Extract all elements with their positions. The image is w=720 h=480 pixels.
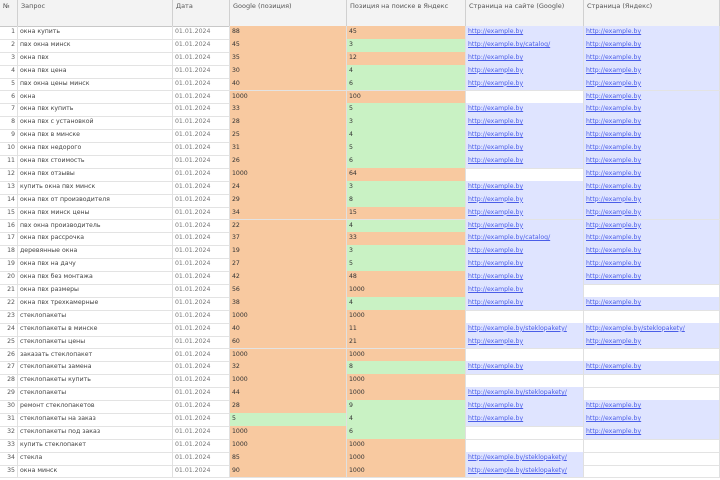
yandex-position-cell[interactable]: 8 <box>347 194 466 207</box>
row-number[interactable]: 35 <box>0 465 18 478</box>
google-position-cell[interactable]: 56 <box>230 284 347 297</box>
yandex-url-link[interactable]: http://example.by <box>584 194 720 207</box>
google-url-link[interactable]: http://example.by <box>466 284 584 297</box>
header-url-google[interactable]: Страница на сайте (Google) <box>466 0 584 26</box>
table-row[interactable] <box>0 439 720 453</box>
yandex-url-link <box>584 349 720 362</box>
query-cell[interactable]: окна минск <box>18 465 173 478</box>
query-cell[interactable]: окна <box>18 91 173 104</box>
google-url-link[interactable]: http://example.by <box>466 116 584 129</box>
google-url-link[interactable]: http://example.by/steklopakety/ <box>466 387 584 400</box>
table-row[interactable] <box>0 271 720 285</box>
row-number[interactable]: 16 <box>0 220 18 233</box>
table-row[interactable] <box>0 426 720 440</box>
header-row <box>0 0 720 27</box>
google-position-cell[interactable]: 31 <box>230 142 347 155</box>
row-number[interactable]: 7 <box>0 103 18 116</box>
row-number[interactable]: 4 <box>0 65 18 78</box>
yandex-url-link <box>584 284 720 297</box>
query-cell[interactable]: окна пвх в минске <box>18 129 173 142</box>
google-url-link[interactable]: http://example.by <box>466 181 584 194</box>
row-number[interactable]: 31 <box>0 413 18 426</box>
table-row[interactable] <box>0 310 720 324</box>
date-cell[interactable]: 01.01.2024 <box>173 39 230 52</box>
google-url-link[interactable]: http://example.by <box>466 26 584 39</box>
date-cell[interactable]: 01.01.2024 <box>173 439 230 452</box>
date-cell[interactable]: 01.01.2024 <box>173 310 230 323</box>
google-position-cell[interactable]: 38 <box>230 297 347 310</box>
row-number[interactable]: 8 <box>0 116 18 129</box>
yandex-position-cell[interactable]: 11 <box>347 323 466 336</box>
table-row[interactable] <box>0 181 720 195</box>
google-position-cell[interactable]: 19 <box>230 245 347 258</box>
row-number[interactable]: 18 <box>0 245 18 258</box>
date-cell[interactable]: 01.01.2024 <box>173 65 230 78</box>
row-number[interactable]: 2 <box>0 39 18 52</box>
query-cell[interactable]: стеклопакеты на заказ <box>18 413 173 426</box>
header-number[interactable]: № <box>0 0 18 26</box>
row-number[interactable]: 12 <box>0 168 18 181</box>
yandex-position-cell[interactable]: 6 <box>347 155 466 168</box>
query-cell[interactable]: пвх окна цены минск <box>18 78 173 91</box>
yandex-position-cell[interactable]: 5 <box>347 103 466 116</box>
query-cell[interactable]: заказать стеклопакет <box>18 349 173 362</box>
query-cell[interactable]: пвх окна производитель <box>18 220 173 233</box>
row-number[interactable]: 20 <box>0 271 18 284</box>
yandex-position-cell[interactable]: 1000 <box>347 452 466 465</box>
date-cell[interactable]: 01.01.2024 <box>173 142 230 155</box>
google-url-link[interactable]: http://example.by <box>466 271 584 284</box>
yandex-position-cell[interactable]: 4 <box>347 413 466 426</box>
query-cell[interactable]: окна пвх минск цены <box>18 207 173 220</box>
row-number[interactable]: 28 <box>0 374 18 387</box>
yandex-position-cell[interactable]: 21 <box>347 336 466 349</box>
google-url-link <box>466 374 584 387</box>
row-number[interactable]: 22 <box>0 297 18 310</box>
date-cell[interactable]: 01.01.2024 <box>173 78 230 91</box>
google-url-link <box>466 426 584 439</box>
yandex-url-link[interactable]: http://example.by <box>584 413 720 426</box>
query-cell[interactable]: пвх окна минск <box>18 39 173 52</box>
table-row[interactable] <box>0 232 720 246</box>
date-cell[interactable]: 01.01.2024 <box>173 129 230 142</box>
query-cell[interactable]: окна пвх купить <box>18 103 173 116</box>
google-position-cell[interactable]: 26 <box>230 155 347 168</box>
yandex-position-cell[interactable]: 3 <box>347 245 466 258</box>
google-url-link <box>466 439 584 452</box>
table-row[interactable] <box>0 65 720 79</box>
yandex-url-link[interactable]: http://example.by <box>584 116 720 129</box>
yandex-position-cell[interactable]: 33 <box>347 232 466 245</box>
google-url-link <box>466 349 584 362</box>
yandex-position-cell[interactable]: 12 <box>347 52 466 65</box>
query-cell[interactable]: окна пвх <box>18 52 173 65</box>
yandex-url-link[interactable]: http://example.by <box>584 426 720 439</box>
query-cell[interactable]: окна пвх отзывы <box>18 168 173 181</box>
row-number[interactable]: 23 <box>0 310 18 323</box>
row-number[interactable]: 5 <box>0 78 18 91</box>
table-row[interactable] <box>0 194 720 208</box>
yandex-position-cell[interactable]: 1000 <box>347 310 466 323</box>
yandex-position-cell[interactable]: 1000 <box>347 374 466 387</box>
date-cell[interactable]: 01.01.2024 <box>173 116 230 129</box>
date-cell[interactable]: 01.01.2024 <box>173 374 230 387</box>
table-row[interactable] <box>0 129 720 143</box>
row-number[interactable]: 33 <box>0 439 18 452</box>
table-row[interactable] <box>0 220 720 234</box>
google-position-cell[interactable]: 5 <box>230 413 347 426</box>
table-row[interactable] <box>0 465 720 479</box>
google-position-cell[interactable]: 24 <box>230 181 347 194</box>
row-number[interactable]: 11 <box>0 155 18 168</box>
row-number[interactable]: 9 <box>0 129 18 142</box>
google-position-cell[interactable]: 28 <box>230 400 347 413</box>
google-position-cell[interactable]: 1000 <box>230 374 347 387</box>
query-cell[interactable]: стеклопакеты под заказ <box>18 426 173 439</box>
table-row[interactable] <box>0 323 720 337</box>
query-cell[interactable]: окна пвх без монтажа <box>18 271 173 284</box>
table-row[interactable] <box>0 387 720 401</box>
date-cell[interactable]: 01.01.2024 <box>173 245 230 258</box>
date-cell[interactable]: 01.01.2024 <box>173 91 230 104</box>
google-position-cell[interactable]: 27 <box>230 258 347 271</box>
row-number[interactable]: 19 <box>0 258 18 271</box>
google-position-cell[interactable]: 88 <box>230 26 347 39</box>
date-cell[interactable]: 01.01.2024 <box>173 181 230 194</box>
yandex-url-link[interactable]: http://example.by <box>584 142 720 155</box>
google-position-cell[interactable]: 40 <box>230 78 347 91</box>
query-cell[interactable]: окна пвх трехкамерные <box>18 297 173 310</box>
date-cell[interactable]: 01.01.2024 <box>173 103 230 116</box>
yandex-url-link <box>584 374 720 387</box>
table-row[interactable] <box>0 207 720 221</box>
header-date[interactable]: Дата <box>173 0 230 26</box>
yandex-url-link[interactable]: http://example.by <box>584 129 720 142</box>
date-cell[interactable]: 01.01.2024 <box>173 387 230 400</box>
yandex-url-link[interactable]: http://example.by <box>584 65 720 78</box>
date-cell[interactable]: 01.01.2024 <box>173 465 230 478</box>
google-url-link[interactable]: http://example.by <box>466 103 584 116</box>
table-row[interactable] <box>0 452 720 466</box>
query-cell[interactable]: окна пвх стоимость <box>18 155 173 168</box>
yandex-position-cell[interactable]: 1000 <box>347 387 466 400</box>
google-url-link[interactable]: http://example.by <box>466 258 584 271</box>
table-row[interactable] <box>0 361 720 375</box>
header-google[interactable]: Google (позиция) <box>230 0 347 26</box>
yandex-url-link[interactable]: http://example.by <box>584 168 720 181</box>
google-position-cell[interactable]: 1000 <box>230 349 347 362</box>
query-cell[interactable]: стеклопакеты <box>18 310 173 323</box>
yandex-position-cell[interactable]: 3 <box>347 181 466 194</box>
table-row[interactable] <box>0 155 720 169</box>
table-row[interactable] <box>0 374 720 388</box>
yandex-url-link[interactable]: http://example.by <box>584 181 720 194</box>
yandex-url-link[interactable]: http://example.by <box>584 258 720 271</box>
row-number[interactable]: 34 <box>0 452 18 465</box>
yandex-url-link[interactable]: http://example.by <box>584 207 720 220</box>
yandex-position-cell[interactable]: 3 <box>347 39 466 52</box>
yandex-url-link[interactable]: http://example.by <box>584 245 720 258</box>
table-row[interactable] <box>0 245 720 259</box>
google-url-link[interactable]: http://example.by/steklopakety/ <box>466 452 584 465</box>
date-cell[interactable]: 01.01.2024 <box>173 452 230 465</box>
date-cell[interactable]: 01.01.2024 <box>173 220 230 233</box>
row-number[interactable]: 25 <box>0 336 18 349</box>
google-url-link[interactable]: http://example.by <box>466 245 584 258</box>
yandex-position-cell[interactable]: 1000 <box>347 465 466 478</box>
yandex-position-cell[interactable]: 6 <box>347 78 466 91</box>
date-cell[interactable]: 01.01.2024 <box>173 323 230 336</box>
query-cell[interactable]: окна купить <box>18 26 173 39</box>
yandex-position-cell[interactable]: 4 <box>347 297 466 310</box>
google-position-cell[interactable]: 32 <box>230 361 347 374</box>
google-position-cell[interactable]: 35 <box>230 52 347 65</box>
google-url-link <box>466 168 584 181</box>
google-url-link[interactable]: http://example.by/catalog/ <box>466 232 584 245</box>
query-cell[interactable]: ремонт стеклопакетов <box>18 400 173 413</box>
yandex-position-cell[interactable]: 9 <box>347 400 466 413</box>
row-number[interactable]: 21 <box>0 284 18 297</box>
date-cell[interactable]: 01.01.2024 <box>173 168 230 181</box>
google-position-cell[interactable]: 30 <box>230 65 347 78</box>
yandex-position-cell[interactable]: 5 <box>347 258 466 271</box>
row-number[interactable]: 17 <box>0 232 18 245</box>
row-number[interactable]: 10 <box>0 142 18 155</box>
table-row[interactable] <box>0 52 720 66</box>
yandex-url-link[interactable]: http://example.by <box>584 361 720 374</box>
query-cell[interactable]: окна пвх размеры <box>18 284 173 297</box>
table-row[interactable] <box>0 400 720 414</box>
yandex-url-link[interactable]: http://example.by/steklopakety/ <box>584 323 720 336</box>
google-position-cell[interactable]: 1000 <box>230 168 347 181</box>
google-url-link[interactable]: http://example.by <box>466 194 584 207</box>
yandex-position-cell[interactable]: 1000 <box>347 284 466 297</box>
yandex-position-cell[interactable]: 4 <box>347 65 466 78</box>
yandex-url-link[interactable]: http://example.by <box>584 336 720 349</box>
header-url-yandex[interactable]: Страница (Яндекс) <box>584 0 720 26</box>
date-cell[interactable]: 01.01.2024 <box>173 194 230 207</box>
query-cell[interactable]: стеклопакеты цены <box>18 336 173 349</box>
yandex-url-link[interactable]: http://example.by <box>584 78 720 91</box>
date-cell[interactable]: 01.01.2024 <box>173 349 230 362</box>
google-position-cell[interactable]: 37 <box>230 232 347 245</box>
table-row[interactable] <box>0 26 720 40</box>
table-row[interactable] <box>0 336 720 350</box>
google-position-cell[interactable]: 22 <box>230 220 347 233</box>
google-url-link[interactable]: http://example.by <box>466 65 584 78</box>
google-url-link[interactable]: http://example.by <box>466 207 584 220</box>
yandex-position-cell[interactable]: 64 <box>347 168 466 181</box>
row-number[interactable]: 32 <box>0 426 18 439</box>
query-cell[interactable]: окна пвх недорого <box>18 142 173 155</box>
table-row[interactable] <box>0 91 720 105</box>
table-row[interactable] <box>0 258 720 272</box>
yandex-position-cell[interactable]: 1000 <box>347 349 466 362</box>
query-cell[interactable]: стекла <box>18 452 173 465</box>
google-url-link[interactable]: http://example.by <box>466 142 584 155</box>
yandex-url-link[interactable]: http://example.by <box>584 26 720 39</box>
google-position-cell[interactable]: 34 <box>230 207 347 220</box>
google-url-link[interactable]: http://example.by/steklopakety/ <box>466 465 584 478</box>
google-position-cell[interactable]: 1000 <box>230 310 347 323</box>
date-cell[interactable]: 01.01.2024 <box>173 361 230 374</box>
row-number[interactable]: 1 <box>0 26 18 39</box>
google-url-link[interactable]: http://example.by <box>466 400 584 413</box>
date-cell[interactable]: 01.01.2024 <box>173 336 230 349</box>
table-row[interactable] <box>0 284 720 298</box>
row-number[interactable]: 29 <box>0 387 18 400</box>
row-number[interactable]: 13 <box>0 181 18 194</box>
query-cell[interactable]: деревянные окна <box>18 245 173 258</box>
yandex-position-cell[interactable]: 48 <box>347 271 466 284</box>
query-cell[interactable]: стеклопакеты купить <box>18 374 173 387</box>
yandex-url-link[interactable]: http://example.by <box>584 39 720 52</box>
google-position-cell[interactable]: 44 <box>230 387 347 400</box>
date-cell[interactable]: 01.01.2024 <box>173 297 230 310</box>
google-url-link[interactable]: http://example.by <box>466 220 584 233</box>
google-position-cell[interactable]: 85 <box>230 452 347 465</box>
row-number[interactable]: 30 <box>0 400 18 413</box>
row-number[interactable]: 15 <box>0 207 18 220</box>
query-cell[interactable]: окна пвх рассрочка <box>18 232 173 245</box>
yandex-position-cell[interactable]: 100 <box>347 91 466 104</box>
query-cell[interactable]: стеклопакеты <box>18 387 173 400</box>
yandex-url-link[interactable]: http://example.by <box>584 103 720 116</box>
query-cell[interactable]: окна пвх цена <box>18 65 173 78</box>
yandex-position-cell[interactable]: 6 <box>347 426 466 439</box>
google-url-link[interactable]: http://example.by <box>466 336 584 349</box>
yandex-url-link <box>584 387 720 400</box>
google-position-cell[interactable]: 40 <box>230 323 347 336</box>
yandex-url-link[interactable]: http://example.by <box>584 155 720 168</box>
google-position-cell[interactable]: 25 <box>230 129 347 142</box>
row-number[interactable]: 24 <box>0 323 18 336</box>
yandex-url-link[interactable]: http://example.by <box>584 232 720 245</box>
google-url-link <box>466 310 584 323</box>
yandex-url-link[interactable]: http://example.by <box>584 52 720 65</box>
table-row[interactable] <box>0 142 720 156</box>
yandex-url-link <box>584 439 720 452</box>
query-cell[interactable]: стеклопакеты в минске <box>18 323 173 336</box>
date-cell[interactable]: 01.01.2024 <box>173 26 230 39</box>
yandex-position-cell[interactable]: 3 <box>347 116 466 129</box>
table-row[interactable] <box>0 168 720 182</box>
row-number[interactable]: 14 <box>0 194 18 207</box>
table-row[interactable] <box>0 297 720 311</box>
yandex-url-link[interactable]: http://example.by <box>584 297 720 310</box>
date-cell[interactable]: 01.01.2024 <box>173 52 230 65</box>
yandex-position-cell[interactable]: 45 <box>347 26 466 39</box>
date-cell[interactable]: 01.01.2024 <box>173 271 230 284</box>
yandex-url-link[interactable]: http://example.by <box>584 271 720 284</box>
google-url-link[interactable]: http://example.by/steklopakety/ <box>466 323 584 336</box>
query-cell[interactable]: купить стеклопакет <box>18 439 173 452</box>
yandex-url-link[interactable]: http://example.by <box>584 400 720 413</box>
google-url-link[interactable]: http://example.by <box>466 52 584 65</box>
row-number[interactable]: 26 <box>0 349 18 362</box>
row-number[interactable]: 27 <box>0 361 18 374</box>
row-number[interactable]: 6 <box>0 91 18 104</box>
yandex-url-link <box>584 452 720 465</box>
header-query[interactable]: Запрос <box>18 0 173 26</box>
google-position-cell[interactable]: 45 <box>230 39 347 52</box>
yandex-position-cell[interactable]: 5 <box>347 142 466 155</box>
google-position-cell[interactable]: 60 <box>230 336 347 349</box>
date-cell[interactable]: 01.01.2024 <box>173 155 230 168</box>
date-cell[interactable]: 01.01.2024 <box>173 426 230 439</box>
header-yandex[interactable]: Позиция на поиске в Яндекс <box>347 0 466 26</box>
yandex-url-link <box>584 310 720 323</box>
google-url-link[interactable]: http://example.by <box>466 155 584 168</box>
google-position-cell[interactable]: 33 <box>230 103 347 116</box>
google-position-cell[interactable]: 28 <box>230 116 347 129</box>
google-url-link[interactable]: http://example.by <box>466 413 584 426</box>
yandex-position-cell[interactable]: 4 <box>347 129 466 142</box>
google-url-link <box>466 91 584 104</box>
google-url-link[interactable]: http://example.by <box>466 297 584 310</box>
query-cell[interactable]: окна пвх на дачу <box>18 258 173 271</box>
table-row[interactable] <box>0 103 720 117</box>
google-url-link[interactable]: http://example.by <box>466 129 584 142</box>
table-row[interactable] <box>0 413 720 427</box>
table-row[interactable] <box>0 78 720 92</box>
query-cell[interactable]: стеклопакеты замена <box>18 361 173 374</box>
google-position-cell[interactable]: 1000 <box>230 426 347 439</box>
google-position-cell[interactable]: 42 <box>230 271 347 284</box>
yandex-position-cell[interactable]: 1000 <box>347 439 466 452</box>
table-row[interactable] <box>0 349 720 363</box>
yandex-url-link[interactable]: http://example.by <box>584 91 720 104</box>
google-position-cell[interactable]: 1000 <box>230 91 347 104</box>
date-cell[interactable]: 01.01.2024 <box>173 207 230 220</box>
google-position-cell[interactable]: 90 <box>230 465 347 478</box>
yandex-url-link <box>584 465 720 478</box>
query-cell[interactable]: окна пвх от производителя <box>18 194 173 207</box>
date-cell[interactable]: 01.01.2024 <box>173 413 230 426</box>
yandex-position-cell[interactable]: 15 <box>347 207 466 220</box>
yandex-position-cell[interactable]: 4 <box>347 220 466 233</box>
google-url-link[interactable]: http://example.by/catalog/ <box>466 39 584 52</box>
date-cell[interactable]: 01.01.2024 <box>173 284 230 297</box>
yandex-url-link[interactable]: http://example.by <box>584 220 720 233</box>
query-cell[interactable]: окна пвх с установкой <box>18 116 173 129</box>
date-cell[interactable]: 01.01.2024 <box>173 258 230 271</box>
google-position-cell[interactable]: 1000 <box>230 439 347 452</box>
yandex-position-cell[interactable]: 8 <box>347 361 466 374</box>
query-cell[interactable]: купить окна пвх минск <box>18 181 173 194</box>
date-cell[interactable]: 01.01.2024 <box>173 400 230 413</box>
google-position-cell[interactable]: 29 <box>230 194 347 207</box>
google-url-link[interactable]: http://example.by <box>466 78 584 91</box>
row-number[interactable]: 3 <box>0 52 18 65</box>
google-url-link[interactable]: http://example.by <box>466 361 584 374</box>
table-row[interactable] <box>0 116 720 130</box>
table-row[interactable] <box>0 39 720 53</box>
date-cell[interactable]: 01.01.2024 <box>173 232 230 245</box>
